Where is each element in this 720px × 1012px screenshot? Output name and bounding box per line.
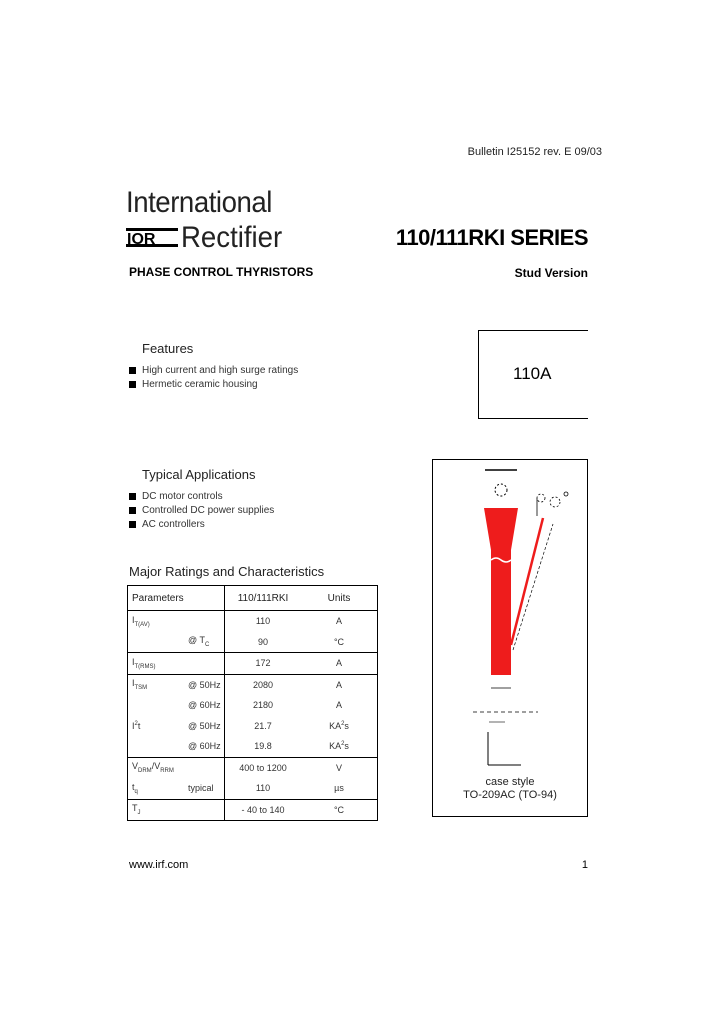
param-condition: typical [188, 783, 214, 794]
case-caption-line2: TO-209AC (TO-94) [463, 789, 557, 801]
param-unit: $KA^2s$ [301, 736, 378, 757]
thyristor-package-drawing [433, 460, 587, 772]
feature-text: High current and high surge ratings [142, 365, 299, 376]
table-row [128, 632, 378, 653]
application-item [129, 518, 274, 532]
table-row [128, 653, 378, 675]
param-unit: A [301, 674, 378, 695]
version-label: Stud Version [514, 266, 588, 280]
logo-mark-text: IOR [127, 231, 156, 247]
param-value: 172 [225, 653, 302, 675]
footer-website-link[interactable]: www.irf.com [129, 859, 189, 871]
param-condition [188, 653, 225, 675]
bullet-square-icon [129, 521, 136, 528]
param-unit: V [301, 757, 378, 778]
table-row [128, 799, 378, 821]
company-name-line2: Rectifier [181, 221, 283, 254]
company-name-line1: International [126, 186, 272, 219]
param-value: 2180 [225, 695, 302, 716]
case-style-caption [433, 776, 587, 802]
bullet-square-icon [129, 507, 136, 514]
param-unit: A [301, 653, 378, 675]
page-number: 1 [581, 859, 588, 871]
param-symbol [128, 695, 189, 716]
param-symbol [128, 736, 189, 757]
bullet-square-icon [129, 493, 136, 500]
applications-heading: Typical Applications [142, 467, 256, 482]
bullet-square-icon [129, 367, 136, 374]
column-header-blank [188, 586, 225, 611]
param-symbol: $V_{DRM}/V_{RRM}$ [128, 757, 225, 778]
feature-item [129, 378, 298, 392]
table-row [128, 695, 378, 716]
feature-text: Hermetic ceramic housing [142, 379, 258, 390]
param-condition [188, 611, 225, 632]
table-row [128, 778, 378, 799]
param-symbol: $I^2t$ [128, 716, 189, 737]
case-style-box [432, 459, 588, 817]
param-value: 90 [225, 632, 302, 653]
param-unit: °C [301, 799, 378, 821]
ior-logo-mark [126, 228, 178, 247]
application-text: AC controllers [142, 519, 205, 530]
current-rating-value: 110A [513, 364, 552, 383]
param-value: 110 [225, 611, 302, 632]
current-rating-box [478, 330, 588, 419]
bulletin-number: Bulletin I25152 rev. E 09/03 [467, 146, 602, 158]
application-item [129, 504, 274, 518]
applications-list [129, 490, 274, 532]
param-value: 21.7 [225, 716, 302, 737]
table-row [128, 757, 378, 778]
ratings-heading: Major Ratings and Characteristics [129, 564, 325, 579]
ratings-table [127, 585, 378, 821]
column-header-parameters: Parameters [128, 586, 189, 611]
param-value: 400 to 1200 [225, 757, 302, 778]
table-row [128, 611, 378, 632]
features-list [129, 364, 298, 392]
case-caption-line1: case style [485, 776, 535, 788]
param-condition [188, 799, 225, 821]
param-unit: $KA^2s$ [301, 716, 378, 737]
param-symbol: $I_{TSM}$ [128, 674, 189, 695]
param-condition: @ 50Hz [188, 720, 221, 731]
param-unit: A [301, 695, 378, 716]
param-value: 2080 [225, 674, 302, 695]
application-item [129, 490, 274, 504]
table-row [128, 674, 378, 695]
param-unit: µs [301, 778, 378, 799]
param-symbol: $I_{T(AV)}$ [128, 611, 189, 632]
bullet-square-icon [129, 381, 136, 388]
param-unit: °C [301, 632, 378, 653]
application-text: DC motor controls [142, 491, 223, 502]
param-condition: @ 60Hz [188, 700, 221, 711]
param-symbol [128, 632, 189, 653]
param-value: 19.8 [225, 736, 302, 757]
param-condition: @ $T_C$ [188, 635, 210, 649]
application-text: Controlled DC power supplies [142, 505, 275, 516]
column-header-units: Units [301, 586, 378, 611]
series-title: 110/111RKI SERIES [395, 225, 588, 250]
param-value: - 40 to 140 [225, 799, 302, 821]
param-condition: @ 50Hz [188, 674, 225, 695]
param-condition: @ 60Hz [188, 741, 221, 752]
table-row [128, 716, 378, 737]
feature-item [129, 364, 298, 378]
param-value: 110 [225, 778, 302, 799]
features-heading: Features [142, 341, 194, 356]
param-unit: A [301, 611, 378, 632]
table-header-row [128, 586, 378, 611]
param-symbol: $t_q$ [128, 778, 189, 799]
param-symbol: $I_{T(RMS)}$ [128, 653, 189, 675]
product-subtitle: PHASE CONTROL THYRISTORS [129, 265, 314, 279]
column-header-device: 110/111RKI [225, 586, 302, 611]
param-symbol: $T_J$ [128, 799, 189, 821]
table-row [128, 736, 378, 757]
